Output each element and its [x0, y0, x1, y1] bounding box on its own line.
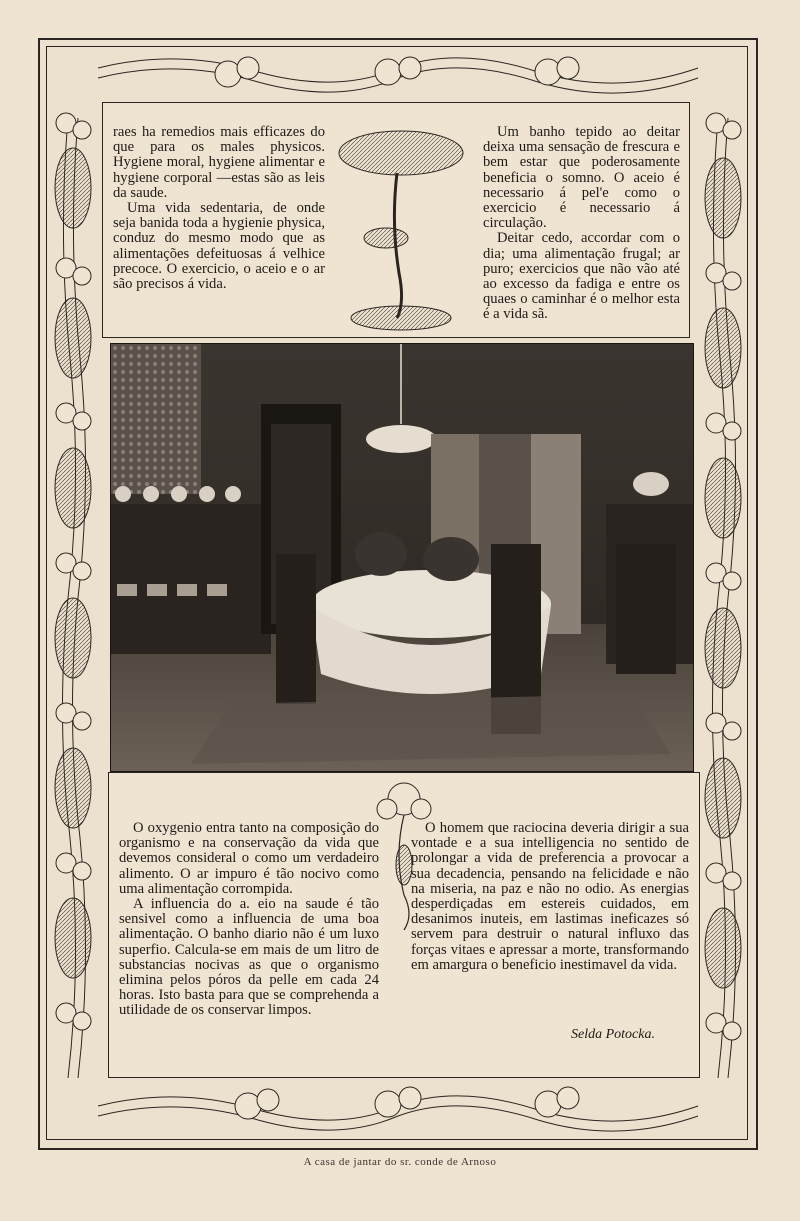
- tree-illustration: [331, 113, 471, 333]
- paragraph: Deitar cedo, accordar com o dia; uma alimentação frugal; ar puro; exercicios que não vão até ao excesso da fadiga e entre os quaes o caminhar é o melhor esta é a vida sã.: [483, 230, 680, 323]
- author-signature: Selda Potocka.: [571, 1027, 655, 1042]
- photo-caption: A casa de jantar do sr. conde de Arnoso: [303, 1156, 497, 1168]
- bottom-right-column: [411, 821, 689, 973]
- paragraph: Um banho tepido ao deitar deixa uma sensação de frescura e bem estar que poderosamente beneficia o somno. O aceio é necessario á pel'e como o exercicio é necessario á circulação.: [483, 124, 680, 232]
- dining-room-photograph: [110, 343, 694, 772]
- paragraph: O homem que raciocina deveria dirigir a sua vontade e a sua intelligencia no sentido de prolongar a vida de preferencia a provocar a sua decadencia, pensando na felicidade e não na miseria, na paz e não no odio. As energias desperdiçadas em estereis cuidados, em desanimos inuteis, em lastimas ineficazes só servem para destruir o natural influxo das forças vitaes e apressar a morte, transformando em amargura o beneficio inestimavel da vida.: [411, 820, 689, 973]
- bottom-left-column: [119, 821, 379, 1019]
- top-right-column: [483, 125, 680, 323]
- bottom-text-panel: [108, 772, 700, 1078]
- paragraph: O oxygenio entra tanto na composição do organismo e na conservação da vida que devemos consideral o como um verdadeiro alimento. O ar impuro é tão nocivo como uma alimentação corrompida.: [119, 820, 379, 897]
- paragraph: Uma vida sedentaria, de onde seja banida toda a hygienie physica, conduz do mesmo modo que as alimentações defeituosas á velhice precoce. O exercicio, o aceio e o ar são precisos á vida.: [113, 200, 325, 293]
- paragraph: A influencia do a. eio na saude é tão sensivel como a influencia de uma boa alimentação. O banho diario não é um luxo superfio. Calcula-se em mais de um litro de substancias nocivas as que o organismo elimina pelos póros da pelle em cada 24 horas. Isto basta para que se comprehenda a utilidade de os conservar limpos.: [119, 896, 379, 1019]
- paragraph: raes ha remedios mais efficazes do que para os males physicos. Hygiene moral, hygiene alimentar e hygiene corporal —estas são as leis da saude.: [113, 124, 325, 201]
- top-text-panel: [102, 102, 690, 338]
- top-left-column: [113, 125, 325, 292]
- photograph-image: [111, 344, 693, 771]
